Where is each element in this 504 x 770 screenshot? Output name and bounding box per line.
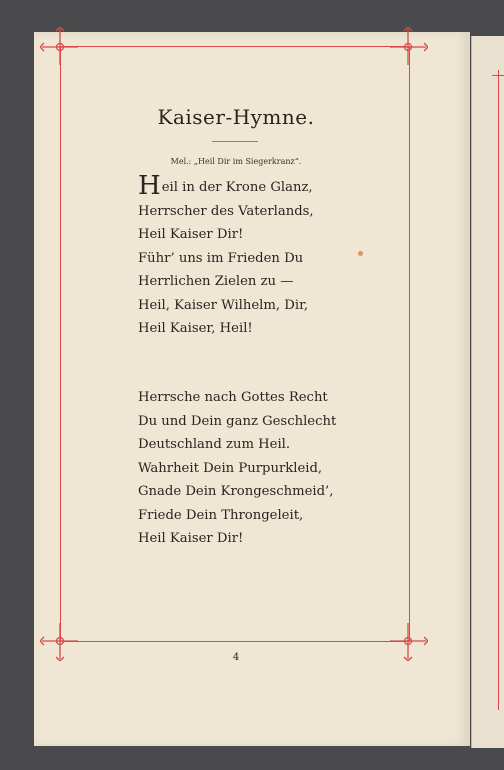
drop-cap: H bbox=[138, 171, 161, 201]
page-number: 4 bbox=[232, 652, 240, 663]
stanza-line: Heil Kaiser Dir! bbox=[138, 531, 244, 546]
stanza-2 bbox=[138, 386, 336, 551]
title-divider bbox=[212, 141, 258, 142]
first-line-text: eil in der Krone Glanz, bbox=[161, 180, 313, 195]
corner-ornament-top-left-icon bbox=[40, 27, 80, 67]
paper-spot bbox=[358, 251, 363, 256]
stanza-line: Herrlichen Zielen zu — bbox=[138, 274, 294, 289]
stanza-line: Wahrheit Dein Purpurkleid, bbox=[138, 460, 323, 476]
stanza-line: Deutschland zum Heil. bbox=[138, 437, 291, 452]
adjacent-page-frame-left bbox=[498, 70, 499, 710]
stanza-line: Du und Dein ganz Geschlecht bbox=[138, 413, 337, 429]
adjacent-page bbox=[471, 36, 504, 748]
stanza-line: Gnade Dein Krongeschmeid’, bbox=[138, 484, 334, 499]
stanza-line bbox=[138, 171, 314, 201]
stanza-line: Heil, Kaiser Wilhelm, Dir, bbox=[138, 297, 309, 313]
stanza-line: Führ’ uns im Frieden Du bbox=[138, 250, 304, 266]
poem-title: Kaiser-Hymne. bbox=[157, 105, 315, 129]
stanza-line: Friede Dein Throngeleit, bbox=[138, 507, 304, 523]
decorative-frame bbox=[60, 46, 410, 642]
stanza-line: Heil Kaiser, Heil! bbox=[138, 321, 253, 336]
stanza-line: Herrscher des Vaterlands, bbox=[138, 203, 314, 219]
stanza-1 bbox=[138, 171, 314, 341]
melody-note: Mel.: „Heil Dir im Siegerkranz“. bbox=[170, 157, 302, 166]
stanza-line: Heil Kaiser Dir! bbox=[138, 227, 244, 242]
corner-ornament-top-right-icon bbox=[388, 27, 428, 67]
stanza-line: Herrsche nach Gottes Recht bbox=[138, 390, 328, 405]
